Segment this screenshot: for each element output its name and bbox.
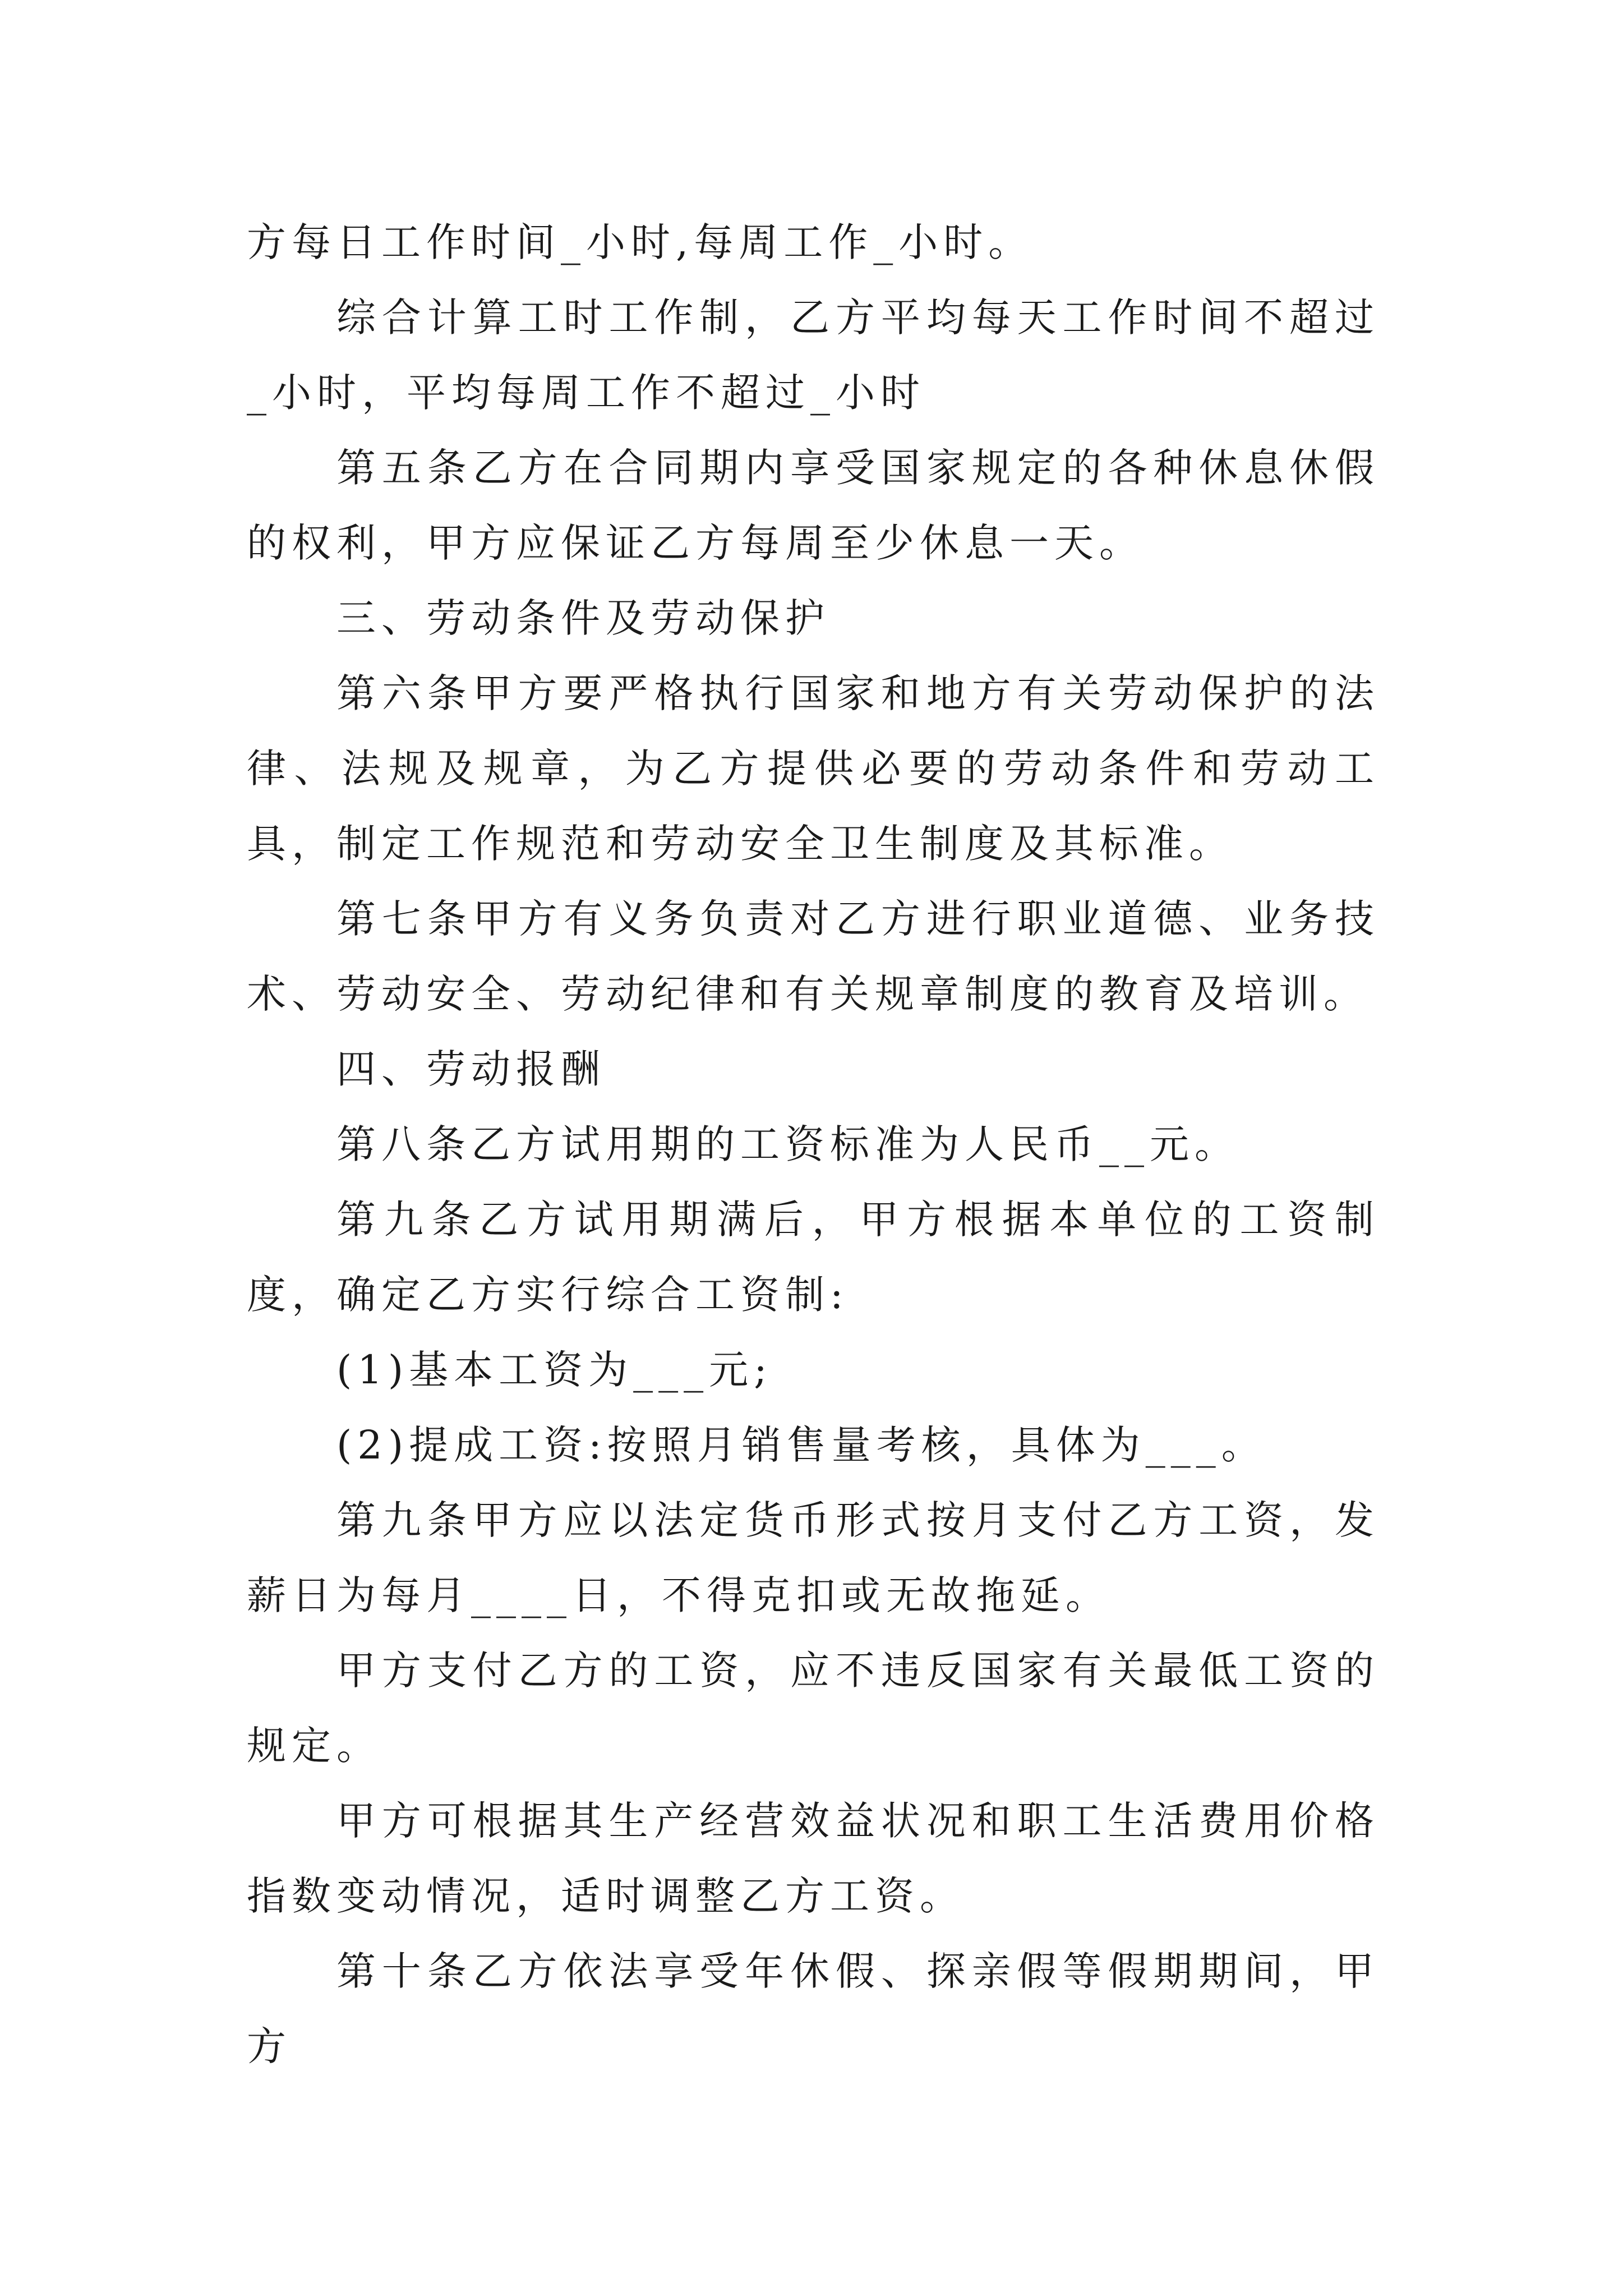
paragraph: 方每日工作时间_小时,每周工作_小时。 — [247, 219, 1034, 265]
paragraph: 第八条乙方试用期的工资标准为人民币__元。 — [336, 1121, 1239, 1167]
section-heading: 四、劳动报酬 — [336, 1046, 606, 1092]
document-body — [247, 205, 1380, 2084]
paragraph: 甲方支付乙方的工资，应不违反国家有关最低工资的规定。 — [247, 1648, 1380, 1769]
list-item: (1)基本工资为___元; — [336, 1347, 773, 1393]
paragraph: 综合计算工时工作制，乙方平均每天工作时间不超过_小时，平均每周工作不超过_小时 — [247, 295, 1380, 416]
paragraph: 第五条乙方在合同期内享受国家规定的各种休息休假的权利，甲方应保证乙方每周至少休息一天。 — [247, 445, 1380, 566]
paragraph: 第十条乙方依法享受年休假、探亲假等假期期间，甲方 — [247, 1948, 1380, 2069]
paragraph: 第六条甲方要严格执行国家和地方有关劳动保护的法律、法规及规章，为乙方提供必要的劳动条件和劳动工具，制定工作规范和劳动安全卫生制度及其标准。 — [247, 670, 1380, 867]
section-heading: 三、劳动条件及劳动保护 — [336, 595, 830, 641]
paragraph: 第九条乙方试用期满后，甲方根据本单位的工资制度，确定乙方实行综合工资制: — [247, 1197, 1380, 1318]
paragraph: 第七条甲方有义务负责对乙方进行职业道德、业务技术、劳动安全、劳动纪律和有关规章制度的教育及培训。 — [247, 896, 1380, 1017]
list-item: (2)提成工资:按照月销售量考核，具体为___。 — [336, 1422, 1266, 1468]
paragraph: 第九条甲方应以法定货币形式按月支付乙方工资，发薪日为每月____日，不得克扣或无故拖延。 — [247, 1497, 1380, 1618]
paragraph: 甲方可根据其生产经营效益状况和职工生活费用价格指数变动情况，适时调整乙方工资。 — [247, 1798, 1380, 1919]
